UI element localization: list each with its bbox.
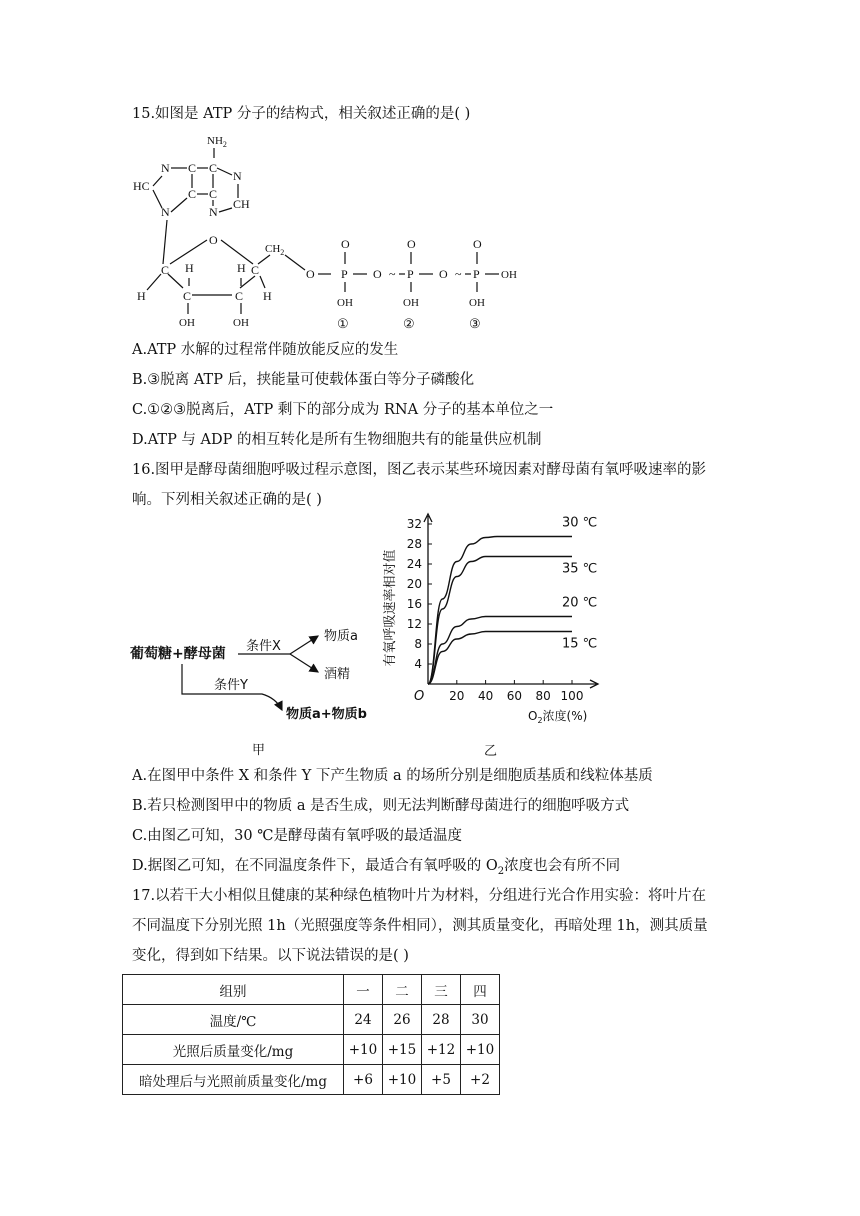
ch-label: CH xyxy=(233,197,250,211)
table-cell: 28 xyxy=(422,1005,461,1035)
q15-option-b: B.③脱离 ATP 后，挟能量可使载体蛋白等分子磷酸化 xyxy=(132,372,475,388)
oh-label: OH xyxy=(337,297,353,309)
n-label: N xyxy=(233,169,242,183)
p-label: P xyxy=(473,267,480,281)
h-label: H xyxy=(263,289,272,303)
table-cell: 26 xyxy=(383,1005,422,1035)
y-tick-label: 20 xyxy=(406,577,422,591)
n-label: N xyxy=(161,205,170,219)
o-label: O xyxy=(473,237,482,251)
c-label: C xyxy=(251,263,260,277)
y-tick-label: 32 xyxy=(406,517,422,531)
table-cell: +10 xyxy=(461,1035,500,1065)
q17-stem-line2: 不同温度下分别光照 1h（光照强度等条件相同），测其质量变化，再暗处理 1h，测其质量 xyxy=(132,918,708,934)
table-cell: 三 xyxy=(422,975,461,1005)
aerobic-rate-chart xyxy=(380,512,610,758)
q17-stem-line1: 17.以若干大小相似且健康的某种绿色植物叶片为材料，分组进行光合作用实验：将叶片在 xyxy=(132,888,707,904)
y-tick-label: 24 xyxy=(406,557,422,571)
table-row xyxy=(123,975,500,1005)
origin-label: O xyxy=(414,689,425,704)
series-line xyxy=(428,617,572,685)
x-tick-label: 40 xyxy=(477,689,494,703)
x-tick-label: 60 xyxy=(506,689,523,703)
x-axis-title: $O_2$浓度(%) xyxy=(528,709,588,725)
table-cell: 组别 xyxy=(123,975,344,1005)
tilde-bond: ~ xyxy=(389,267,396,281)
table-cell: 一 xyxy=(344,975,383,1005)
table-cell: 30 xyxy=(461,1005,500,1035)
oh-label: OH xyxy=(179,317,195,329)
nh2-label: $NH_2$ xyxy=(207,135,227,149)
x-tick-label: 100 xyxy=(560,689,584,703)
table-cell: +10 xyxy=(344,1035,383,1065)
hc-label: HC xyxy=(133,179,150,193)
o-label: O xyxy=(373,267,382,281)
q16-option-a: A.在图甲中条件 X 和条件 Y 下产生物质 a 的场所分别是细胞质基质和线粒体基质 xyxy=(132,768,653,784)
diagram-start-label: 葡萄糖+酵母菌 xyxy=(130,646,226,662)
y-tick-label: 4 xyxy=(414,657,422,671)
q16-option-c: C.由图乙可知，30 ℃是酵母菌有氧呼吸的最适温度 xyxy=(132,828,462,844)
n-label: N xyxy=(161,161,170,175)
ribose-ring xyxy=(137,233,305,329)
h-label: H xyxy=(237,261,246,275)
y-axis-title: 有氧呼吸速率相对值 xyxy=(383,549,398,667)
c-label: C xyxy=(188,161,197,175)
chart-caption-yi: 乙 xyxy=(484,744,498,758)
n-label: N xyxy=(209,205,218,219)
q16-option-b: B.若只检测图甲中的物质 a 是否生成，则无法判断酵母菌进行的细胞呼吸方式 xyxy=(132,798,630,814)
series-line xyxy=(428,537,572,685)
marker-1: ① xyxy=(337,316,349,331)
o-label: O xyxy=(407,237,416,251)
series-label: 35 ℃ xyxy=(562,561,598,577)
series-label: 20 ℃ xyxy=(562,595,598,611)
h-label: H xyxy=(137,289,146,303)
y-tick-label: 28 xyxy=(406,537,422,551)
o-label: O xyxy=(306,267,315,281)
p-label: P xyxy=(341,267,348,281)
output-a-plus-b: 物质a+物质b xyxy=(286,707,367,722)
x-tick-label: 80 xyxy=(535,689,551,703)
condition-x-label: 条件X xyxy=(246,639,281,654)
q16-option-d: D.据图乙可知，在不同温度条件下，最适合有氧呼吸的 $O_2$浓度也会有所不同 xyxy=(132,858,621,877)
series-line xyxy=(428,557,572,685)
q16-stem-line1: 16.图甲是酵母菌细胞呼吸过程示意图，图乙表示某些环境因素对酵母菌有氧呼吸速率的影 xyxy=(132,462,707,478)
atp-structure-diagram xyxy=(125,128,545,338)
adenine-ring xyxy=(133,135,250,219)
table-row xyxy=(123,1035,500,1065)
x-tick-label: 20 xyxy=(449,689,465,703)
o-label: O xyxy=(439,267,448,281)
table-cell: +6 xyxy=(344,1065,383,1095)
oh-label: OH xyxy=(469,297,485,309)
condition-y-label: 条件Y xyxy=(214,678,248,693)
q15-option-d: D.ATP 与 ADP 的相互转化是所有生物细胞共有的能量供应机制 xyxy=(132,432,542,448)
marker-2: ② xyxy=(403,316,415,331)
respiration-diagram xyxy=(126,612,396,762)
table-cell: +2 xyxy=(461,1065,500,1095)
phosphate-chain xyxy=(306,237,517,331)
table-row xyxy=(123,1065,500,1095)
table-cell: +15 xyxy=(383,1035,422,1065)
series-line xyxy=(428,632,572,685)
c-label: C xyxy=(188,187,197,201)
c-label: C xyxy=(209,187,218,201)
series-label: 15 ℃ xyxy=(562,636,598,652)
c-label: C xyxy=(235,289,244,303)
diagram-caption-jia: 甲 xyxy=(252,743,266,758)
c-label: C xyxy=(183,289,192,303)
table-cell: 光照后质量变化/mg xyxy=(123,1035,344,1065)
results-table xyxy=(122,974,500,1095)
c-label: C xyxy=(161,263,170,277)
h-label: H xyxy=(185,261,194,275)
p-label: P xyxy=(407,267,414,281)
q15-stem: 15.如图是 ATP 分子的结构式，相关叙述正确的是( ) xyxy=(132,106,471,122)
table-cell: +12 xyxy=(422,1035,461,1065)
table-cell: 四 xyxy=(461,975,500,1005)
y-tick-label: 16 xyxy=(406,597,422,611)
oh-label: OH xyxy=(501,269,517,281)
oh-label: OH xyxy=(403,297,419,309)
table-row xyxy=(123,1005,500,1035)
table-cell: 二 xyxy=(383,975,422,1005)
output-alcohol: 酒精 xyxy=(324,667,351,682)
table-cell: 暗处理后与光照前质量变化/mg xyxy=(123,1065,344,1095)
oh-label: OH xyxy=(233,317,249,329)
ch2-label: $CH_2$ xyxy=(265,243,285,257)
o-label: O xyxy=(209,233,218,247)
c-label: C xyxy=(209,161,218,175)
q15-option-a: A.ATP 水解的过程常伴随放能反应的发生 xyxy=(132,342,399,358)
tilde-bond: ~ xyxy=(455,267,462,281)
output-substance-a: 物质a xyxy=(324,629,358,644)
table-cell: +5 xyxy=(422,1065,461,1095)
y-tick-label: 12 xyxy=(406,617,422,631)
q16-stem-line2: 响。下列相关叙述正确的是( ) xyxy=(132,492,322,508)
o-label: O xyxy=(341,237,350,251)
series-label: 30 ℃ xyxy=(562,515,598,531)
table-cell: +10 xyxy=(383,1065,422,1095)
table-cell: 24 xyxy=(344,1005,383,1035)
table-cell: 温度/℃ xyxy=(123,1005,344,1035)
marker-3: ③ xyxy=(469,316,481,331)
q15-option-c: C.①②③脱离后，ATP 剩下的部分成为 RNA 分子的基本单位之一 xyxy=(132,402,554,418)
y-tick-label: 8 xyxy=(414,637,422,651)
q17-stem-line3: 变化，得到如下结果。以下说法错误的是( ) xyxy=(132,948,409,964)
